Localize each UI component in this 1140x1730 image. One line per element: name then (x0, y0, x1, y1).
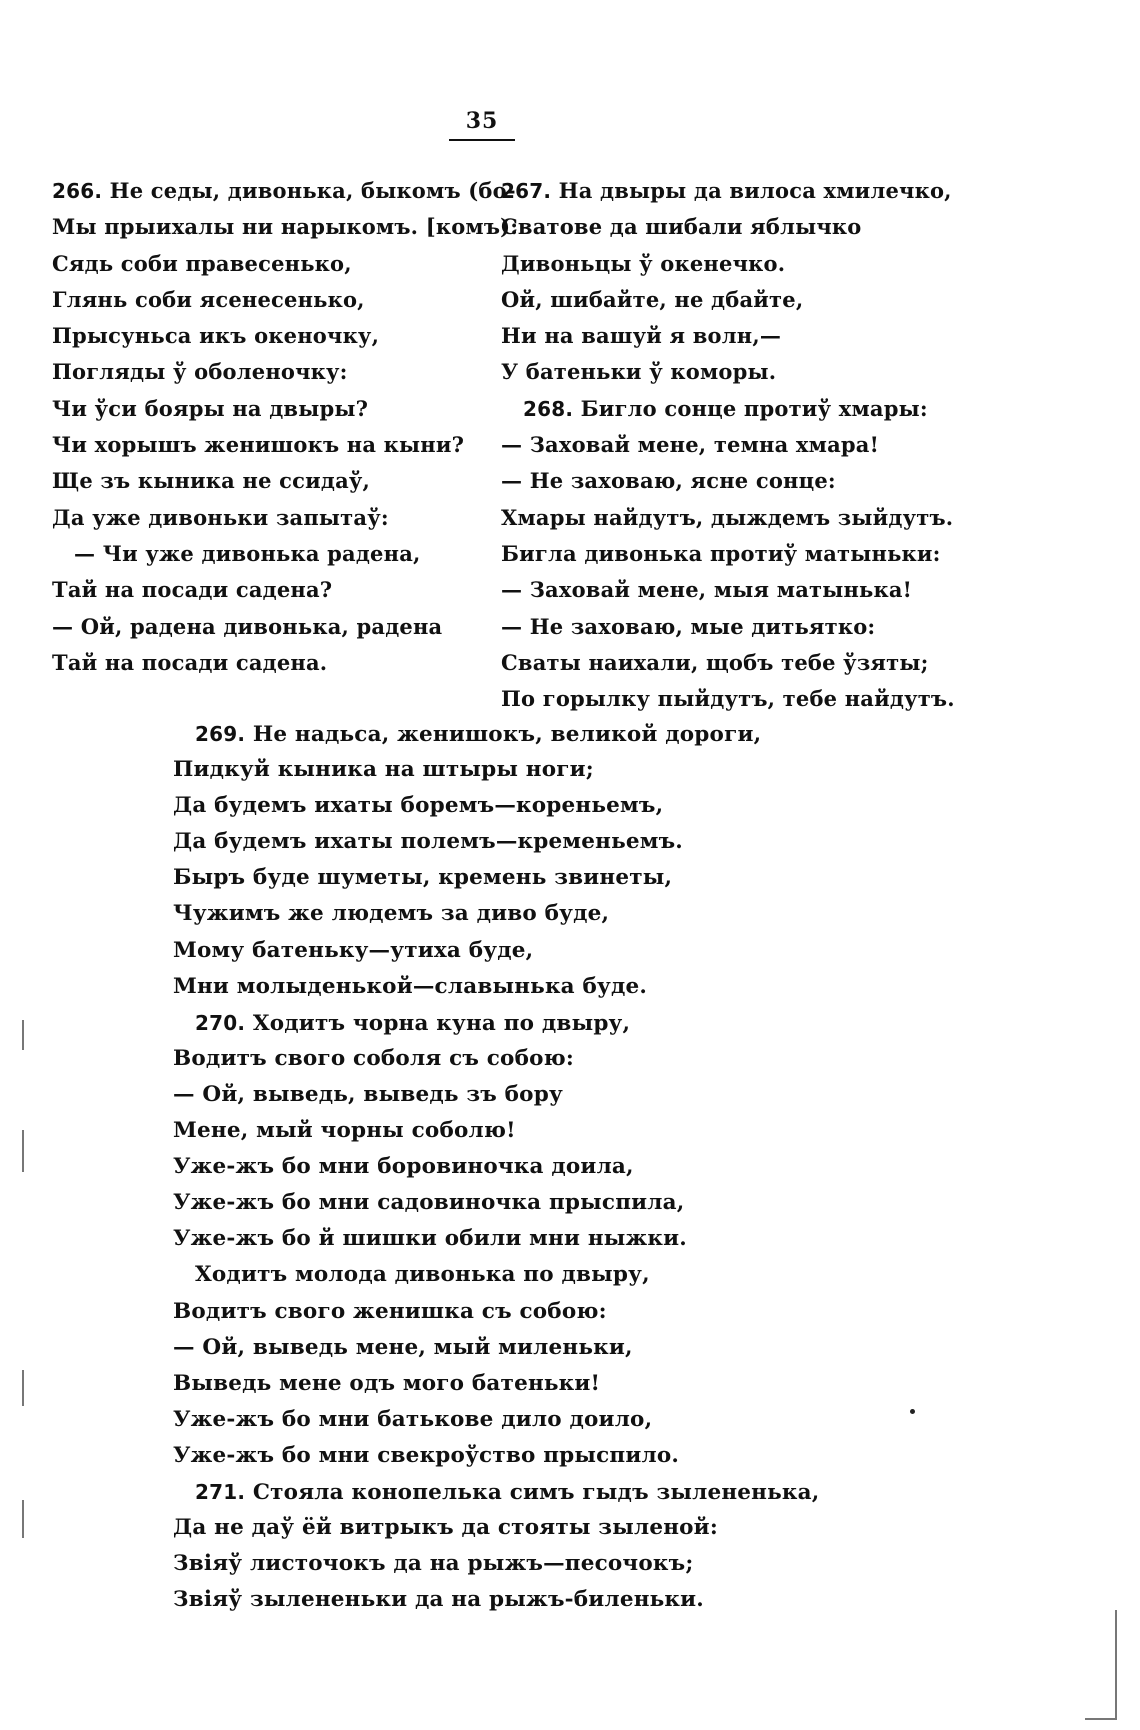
verse-text: Ни на вашуй я волн,— (501, 323, 782, 349)
verse-line (52, 354, 492, 390)
verse-line (173, 1546, 873, 1582)
scan-edge-mark (1085, 1718, 1117, 1720)
verse-text: Мому батеньку—утиха буде, (173, 937, 534, 963)
verse-line (501, 354, 941, 390)
verse-line (173, 1294, 873, 1330)
verse-line (52, 609, 492, 645)
verse-line (52, 463, 492, 499)
verse-text: Бигло сонце протиў хмары: (573, 395, 928, 421)
verse-text: — Чи уже дивонька радена, (74, 540, 421, 566)
verse-text: Стояла конопелька симъ гыдъ зылененька, (245, 1479, 820, 1505)
verse-text: Дивоньцы ў окенечко. (501, 250, 786, 276)
verse-line (173, 1185, 873, 1221)
verse-text: Уже-жъ бо мни свекроўство прыспило. (173, 1442, 680, 1468)
verse-line (52, 246, 492, 282)
verse-line (173, 1077, 873, 1113)
verse-text: — Не заховаю, ясне сонце: (501, 468, 836, 494)
verse-text: Чи хорышъ женишокъ на кыни? (52, 432, 465, 458)
verse-line (501, 681, 955, 717)
right-column (501, 173, 955, 717)
verse-text: — Заховай мене, мыя матынька! (501, 577, 913, 603)
verse-line (501, 246, 941, 282)
verse-line (173, 1221, 873, 1257)
verse-text: Ходитъ чорна куна по двыру, (245, 1010, 631, 1036)
verse-line (173, 1149, 873, 1185)
verse-text: — Ой, радена дивонька, радена (52, 613, 443, 639)
verse-text: — Не заховаю, мые дитьятко: (501, 613, 876, 639)
verse-text: — Ой, выведь мене, мый миленьки, (173, 1334, 633, 1360)
verse-text: Чужимъ же людемъ за диво буде, (173, 901, 610, 927)
verse-text: — Ой, выведь, выведь зъ бору (173, 1081, 563, 1107)
verse-text: Хмары найдутъ, дыждемъ зыйдутъ. (501, 504, 954, 530)
verse-text: Уже-жъ бо й шишки обили мни ныжки. (173, 1226, 687, 1252)
verse-line (501, 645, 941, 681)
scan-edge-mark (22, 1370, 24, 1406)
verse-text: Выведь мене одъ мого батеньки! (173, 1370, 601, 1396)
verse-text: Тай на посади садена. (52, 649, 328, 675)
verse-text: Чи ўси бояры на двыры? (52, 395, 369, 421)
verse-line (52, 536, 492, 572)
verse-text: Сядь соби правесенько, (52, 250, 352, 276)
left-column (52, 173, 519, 681)
verse-text: — Заховай мене, темна хмара! (501, 432, 880, 458)
verse-text: Ходитъ молода дивонька по двыру, (195, 1262, 650, 1288)
verse-text: Сватове да шибали яблычко (501, 214, 862, 240)
song-number: 270. (195, 1010, 246, 1035)
verse-text: Пидкуй кыника на штыры ноги; (173, 757, 594, 783)
song-number: 269. (195, 722, 246, 746)
verse-text: Да не даў ёй витрыкъ да стояты зыленой: (173, 1515, 718, 1541)
verse-line (501, 572, 941, 608)
verse-text: Звiяў зылененьки да на рыжъ-биленьки. (173, 1587, 704, 1613)
verse-text: Ой, шибайте, не дбайте, (501, 286, 804, 312)
verse-line (52, 282, 492, 318)
song-number: 268. (523, 396, 574, 421)
verse-line (173, 1330, 873, 1366)
verse-line (52, 500, 492, 536)
verse-line (501, 427, 941, 463)
verse-text: Мене, мый чорны соболю! (173, 1118, 516, 1144)
verse-line (173, 933, 873, 969)
verse-text: Сваты наихали, щобъ тебе ўзяты; (501, 649, 929, 675)
song-number: 266. (52, 179, 103, 203)
verse-line (52, 173, 516, 209)
verse-line (173, 716, 873, 752)
verse-text: Уже-жъ бо мни садовиночка прыспила, (173, 1190, 685, 1216)
verse-text: Тай на посади садена? (52, 577, 333, 603)
verse-line (501, 536, 941, 572)
verse-text: Глянь соби ясенесенько, (52, 286, 365, 312)
verse-text: Звiяў листочокъ да на рыжъ—песочокъ; (173, 1551, 694, 1577)
verse-line (501, 500, 954, 536)
verse-line (52, 572, 492, 608)
song-number: 271. (195, 1479, 246, 1504)
verse-text: Быръ буде шуметы, кремень звинеты, (173, 865, 673, 891)
verse-text: Не надьса, женишокъ, великой дороги, (245, 722, 762, 747)
verse-line (501, 463, 941, 499)
verse-text: Водитъ свого женишка съ собою: (173, 1298, 607, 1324)
page-number-rule (449, 139, 515, 141)
verse-text: Водитъ свого соболя съ собою: (173, 1045, 575, 1071)
verse-text: Уже-жъ бо мни боровиночка доила, (173, 1154, 634, 1180)
verse-text: Уже-жъ бо мни батькове дило доило, (173, 1406, 653, 1432)
verse-text: Да будемъ ихаты полемъ—кременьемъ. (173, 829, 683, 855)
verse-text: Мы прыихалы ни нарыкомъ. [комъ): (52, 214, 519, 240)
verse-line (173, 824, 873, 860)
verse-text: По горылку пыйдутъ, тебе найдутъ. (501, 686, 955, 712)
verse-text: Ще зъ кыника не ссидаў, (52, 468, 371, 494)
verse-text: У батеньки ў коморы. (501, 359, 777, 385)
verse-line (173, 1113, 873, 1149)
scan-edge-mark (22, 1130, 24, 1172)
verse-line (173, 969, 873, 1005)
verse-line (173, 1474, 873, 1510)
verse-text: Погляды ў оболеночку: (52, 359, 348, 385)
full-width-column (173, 716, 873, 1618)
verse-text: Бигла дивонька протиў матыньки: (501, 540, 941, 566)
verse-line (173, 1510, 873, 1546)
verse-text: Да будемъ ихаты боремъ—кореньемъ, (173, 793, 664, 819)
scan-edge-mark (22, 1020, 24, 1050)
verse-line (173, 1582, 873, 1618)
verse-line (173, 1041, 873, 1077)
verse-line (501, 318, 941, 354)
verse-line (173, 1257, 873, 1293)
verse-line (173, 752, 873, 788)
verse-line (173, 1366, 873, 1402)
page-number: 35 (465, 108, 499, 134)
verse-line (52, 209, 519, 245)
verse-text: Прысуньса икъ океночку, (52, 323, 380, 349)
verse-line (173, 1438, 873, 1474)
verse-text: На двыры да вилоса хмилечко, (551, 178, 952, 203)
verse-line (173, 1005, 873, 1041)
scan-edge-mark (1115, 1610, 1117, 1720)
verse-line (501, 209, 941, 245)
verse-line (501, 609, 941, 645)
verse-line (501, 282, 941, 318)
song-number: 267. (501, 179, 552, 203)
scan-speck (910, 1409, 915, 1414)
verse-line (52, 318, 492, 354)
verse-line (173, 860, 873, 896)
verse-line (52, 427, 492, 463)
verse-text: Не седы, дивонька, быкомъ (бо- (102, 178, 516, 203)
verse-line (173, 896, 873, 932)
verse-line (52, 645, 492, 681)
scan-edge-mark (22, 1500, 24, 1538)
verse-line (173, 1402, 873, 1438)
verse-text: Мни молыденькой—славынька буде. (173, 973, 648, 999)
verse-line (52, 391, 492, 427)
verse-line (501, 173, 952, 209)
verse-line (501, 391, 941, 427)
verse-text: Да уже дивоньки запытаў: (52, 504, 389, 530)
verse-line (173, 788, 873, 824)
